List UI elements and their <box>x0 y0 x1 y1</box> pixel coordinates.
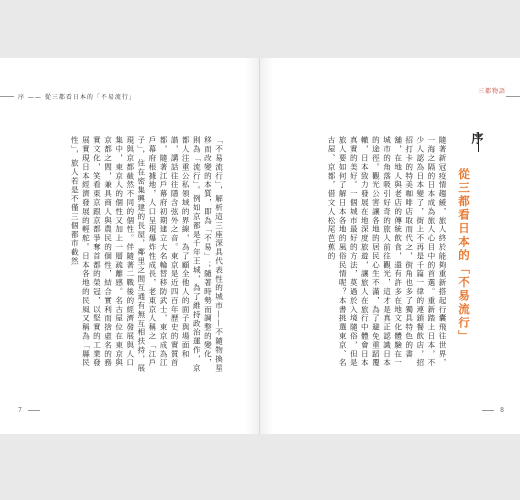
running-head-rule <box>0 96 14 97</box>
book-spread <box>0 58 520 434</box>
page-number: 7 <box>18 407 22 414</box>
left-page <box>0 58 260 434</box>
folio-rule <box>482 410 494 411</box>
running-head-rule <box>506 96 520 97</box>
gutter-shadow <box>260 58 274 434</box>
body-text: 隨著新冠疫情趨緩，旅人終於能夠重新搭起行囊飛往世界，一海之隔的日本成為旅人心目中的首選。重新踏上日本，不少人認為日本變了，街上不再是千篇一律的連鎖餐飲店，招招打卡的特美咖啡店取而代之，街角也多了獨具特色的書舖，在地人與老店的傳統飲食，還有許多在地文化體驗在一城市的角落吸引好奇的旅人前往觀光，這才是真正認識日本的途徑。觀光公害讓各地的居民心生不滿，為了避免重蹈覆轍，日本致力發展在地深度旅遊，讓旅人在旅行中體會日本真實的美好。一個城市最好的方法，莫過於入境隨俗，但是旅人要如何了解日本各地的風俗民情呢？本書挑選東京、名古屋、京都，借文人松尾芭蕉的 <box>327 136 447 368</box>
chapter-label: 序 <box>470 132 484 146</box>
body-text: 「不易流行」，解析這三座深具代表性的城市——不隨物換星移而改變的本質，即為「不易」；隨著時勢而調整的變化，則為「流行」。例如京都是千年王城，為了維持政治運作，京都人注重公私領域的界線，為了顧全他人的面子與場面和諧，講話往往隱含弦外之音。東京是近四百年歷史的實質首都，隨著江戶幕府初期建立大名輪替移防武士，東京成為江戶幕府根據地，人口呈現爆炸性成長，老東京人稱之「江戶子」，住在密集興建的長屋，鄰里之間互通有無互相扶持，展現與京都截然不同的個性。伴隨著二戰後的經濟發展與人口集中，東京人的個性又加上一層疏離感。名古屋位在東京與京都之間，兼具商人與農民的個性，結合實利而捨虛名的務實文化，笑看東京跟京都爭奪首都的榮冠，以堅實的工業發展實現日本經濟發展的輕舵。日本各地的民風又稱為「縣民性」，旅人若是不僅三個都市截然 <box>70 136 224 373</box>
chapter-title: 從三都看日本的「不易流行」 <box>457 168 471 344</box>
running-head: 序 —— 從三都看日本的「不易流行」 <box>18 94 136 101</box>
folio-rule <box>28 410 40 411</box>
right-page <box>260 58 520 434</box>
gutter-shadow <box>245 58 259 434</box>
page-number: 8 <box>500 407 504 414</box>
running-head: 三都物語 <box>477 88 506 95</box>
